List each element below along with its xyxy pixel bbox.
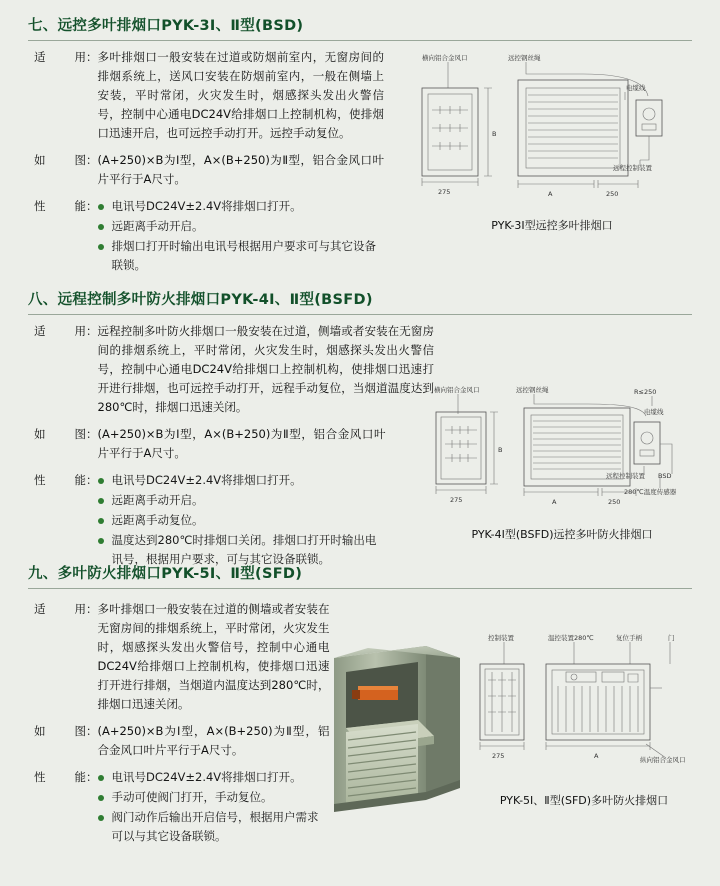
figure-label-wire: 远控钢丝绳 <box>508 54 541 62</box>
section-7-header <box>28 14 692 41</box>
figure-label-reset-handle: 复位手柄 <box>616 634 642 642</box>
figure-label-cable: 电缆线 <box>626 84 646 92</box>
product-photo-sfd <box>322 628 472 813</box>
dim-275: 275 <box>450 496 463 504</box>
applicability-label: 适用 <box>34 602 86 616</box>
figure-label-device: 远程控制装置 <box>606 472 645 480</box>
list-item: 阀门动作后输出开启信号，根据用户需求可以与其它设备联锁。 <box>98 808 330 846</box>
figure-caption-pyk4: PYK-4Ⅰ型(BSFD)远控多叶防火排烟口 <box>471 528 653 541</box>
colon: ： <box>86 427 98 441</box>
list-item: 排烟口打开时输出电讯号根据用户要求可与其它设备联锁。 <box>98 237 385 275</box>
colon: ： <box>86 770 98 784</box>
diagram-note-label: 如图 <box>34 153 86 167</box>
performance-row <box>34 471 434 570</box>
dim-275: 275 <box>438 188 451 196</box>
figure-label-wire: 远控钢丝绳 <box>516 386 549 394</box>
applicability-row <box>34 600 334 714</box>
diagram-note-row <box>34 151 384 189</box>
performance-row <box>34 197 384 276</box>
diagram-note-label: 如图 <box>34 724 86 738</box>
section-8-header <box>28 288 692 315</box>
list-item: 电讯号DC24V±2.4V将排烟口打开。 <box>98 471 386 490</box>
section-9-text <box>34 600 334 850</box>
applicability-label: 适用 <box>34 50 86 64</box>
colon: ： <box>86 324 98 338</box>
colon: ： <box>86 724 98 738</box>
figure-label-vertical-vent: 纵向铝合金风口 <box>640 756 686 764</box>
diagram-note-text: (A+250)×B为Ⅰ型，A×(B+250)为Ⅱ型，铝合金风口叶片平行于A尺寸。 <box>97 724 330 757</box>
figure-caption-pyk5: PYK-5Ⅰ、Ⅱ型(SFD)多叶防火排烟口 <box>499 794 669 807</box>
list-item: 电讯号DC24V±2.4V将排烟口打开。 <box>98 197 385 216</box>
figure-label-device: 远程控制装置 <box>613 164 652 172</box>
section-7-text <box>34 48 384 279</box>
colon: ： <box>86 473 98 487</box>
divider <box>28 588 692 589</box>
performance-row <box>34 768 334 847</box>
performance-list <box>98 768 330 847</box>
dim-250: 250 <box>608 498 621 506</box>
dim-275: 275 <box>492 752 505 760</box>
performance-list <box>98 197 385 276</box>
diagram-note-row <box>34 722 334 760</box>
list-item: 远距离手动开启。 <box>98 217 385 236</box>
section-8-title: 八、远程控制多叶防火排烟口PYK-4Ⅰ、Ⅱ型(BSFD) <box>28 292 373 308</box>
colon: ： <box>86 50 98 64</box>
dim-b: B <box>498 446 503 454</box>
colon: ： <box>86 153 98 167</box>
performance-label: 性能 <box>34 473 86 487</box>
list-item: 远距离手动复位。 <box>98 511 386 530</box>
divider <box>28 40 692 41</box>
figure-pyk5 <box>470 628 698 808</box>
figure-caption-pyk3: PYK-3Ⅰ型远控多叶排烟口 <box>491 219 613 232</box>
figure-label-bsd: BSD <box>658 472 672 480</box>
applicability-text: 多叶排烟口一般安装在过道的侧墙或者安装在无窗房间的排烟系统上，平时常闭，火灾发生时，烟感探头发出火警信号，控制中心通电DC24V给排烟口上控制机构，使排烟口迅速打开进行排烟，当烟道内温度达到280℃时，排烟口迅速关闭。 <box>97 602 330 711</box>
performance-label: 性能 <box>34 199 86 213</box>
section-8-text <box>34 322 434 573</box>
figure-label-horizontal-vent: 横向铝合金风口 <box>422 54 468 62</box>
figure-label-sensor: 280℃温度传感器 <box>624 488 677 496</box>
colon: ： <box>86 602 98 616</box>
figure-label-door: 门 <box>668 634 675 642</box>
diagram-note-label: 如图 <box>34 427 86 441</box>
figure-pyk4 <box>428 382 696 542</box>
section-9-header <box>28 562 692 589</box>
figure-label-cable: 电缆线 <box>644 408 664 416</box>
list-item: 温度达到280℃时排烟口关闭。排烟口打开时输出电讯号，根据用户要求，可与其它设备联锁。 <box>98 531 386 569</box>
dim-a: A <box>594 752 599 760</box>
dim-b: B <box>492 130 497 138</box>
performance-label: 性能 <box>34 770 86 784</box>
diagram-note-text: (A+250)×B为Ⅰ型，A×(B+250)为Ⅱ型，铝合金风口叶片平行于A尺寸。 <box>97 153 384 186</box>
section-9-title: 九、多叶防火排烟口PYK-5Ⅰ、Ⅱ型(SFD) <box>28 566 303 582</box>
applicability-label: 适用 <box>34 324 86 338</box>
figure-label-r-note: R≤250 <box>634 388 657 396</box>
section-7-title: 七、远控多叶排烟口PYK-3Ⅰ、Ⅱ型(BSD) <box>28 18 304 34</box>
dim-a: A <box>552 498 557 506</box>
diagram-note-row <box>34 425 434 463</box>
applicability-row <box>34 322 434 417</box>
dim-250: 250 <box>606 190 619 198</box>
dim-a: A <box>548 190 553 198</box>
applicability-text: 远程控制多叶防火排烟口一般安装在过道，侧墙或者安装在无窗房间的排烟系统上，平时常闭，火灾发生时，烟感探头发出火警信号，控制中心通电DC24V给排烟口上控制机构，使排烟口迅速打开进行排烟，也可远控手动打开，远程手动复位，当烟道温度达到280℃时，排烟口迅速关闭。 <box>97 324 434 414</box>
applicability-row <box>34 48 384 143</box>
divider <box>28 314 692 315</box>
figure-label-temp-device: 温控装置280℃ <box>548 634 594 642</box>
list-item: 手动可使阀门打开，手动复位。 <box>98 788 330 807</box>
list-item: 远距离手动开启。 <box>98 491 386 510</box>
figure-label-horizontal-vent: 横向铝合金风口 <box>434 386 480 394</box>
performance-list <box>98 471 386 570</box>
applicability-text: 多叶排烟口一般安装在过道或防烟前室内，无窗房间的排烟系统上，送风口安装在防烟前室内，一般在侧墙上安装，平时常闭，火灾发生时，烟感探头发出火警信号，控制中心通电DC24V给排烟口上控制机构，使排烟口迅速开启，也可远控手动打开。远控手动复位。 <box>97 50 384 140</box>
colon: ： <box>86 199 98 213</box>
list-item: 电讯号DC24V±2.4V将排烟口打开。 <box>98 768 330 787</box>
figure-label-control-device: 控制装置 <box>488 634 514 642</box>
diagram-note-text: (A+250)×B为Ⅰ型，A×(B+250)为Ⅱ型，铝合金风口叶片平行于A尺寸。 <box>97 427 386 460</box>
figure-pyk3 <box>408 48 696 233</box>
